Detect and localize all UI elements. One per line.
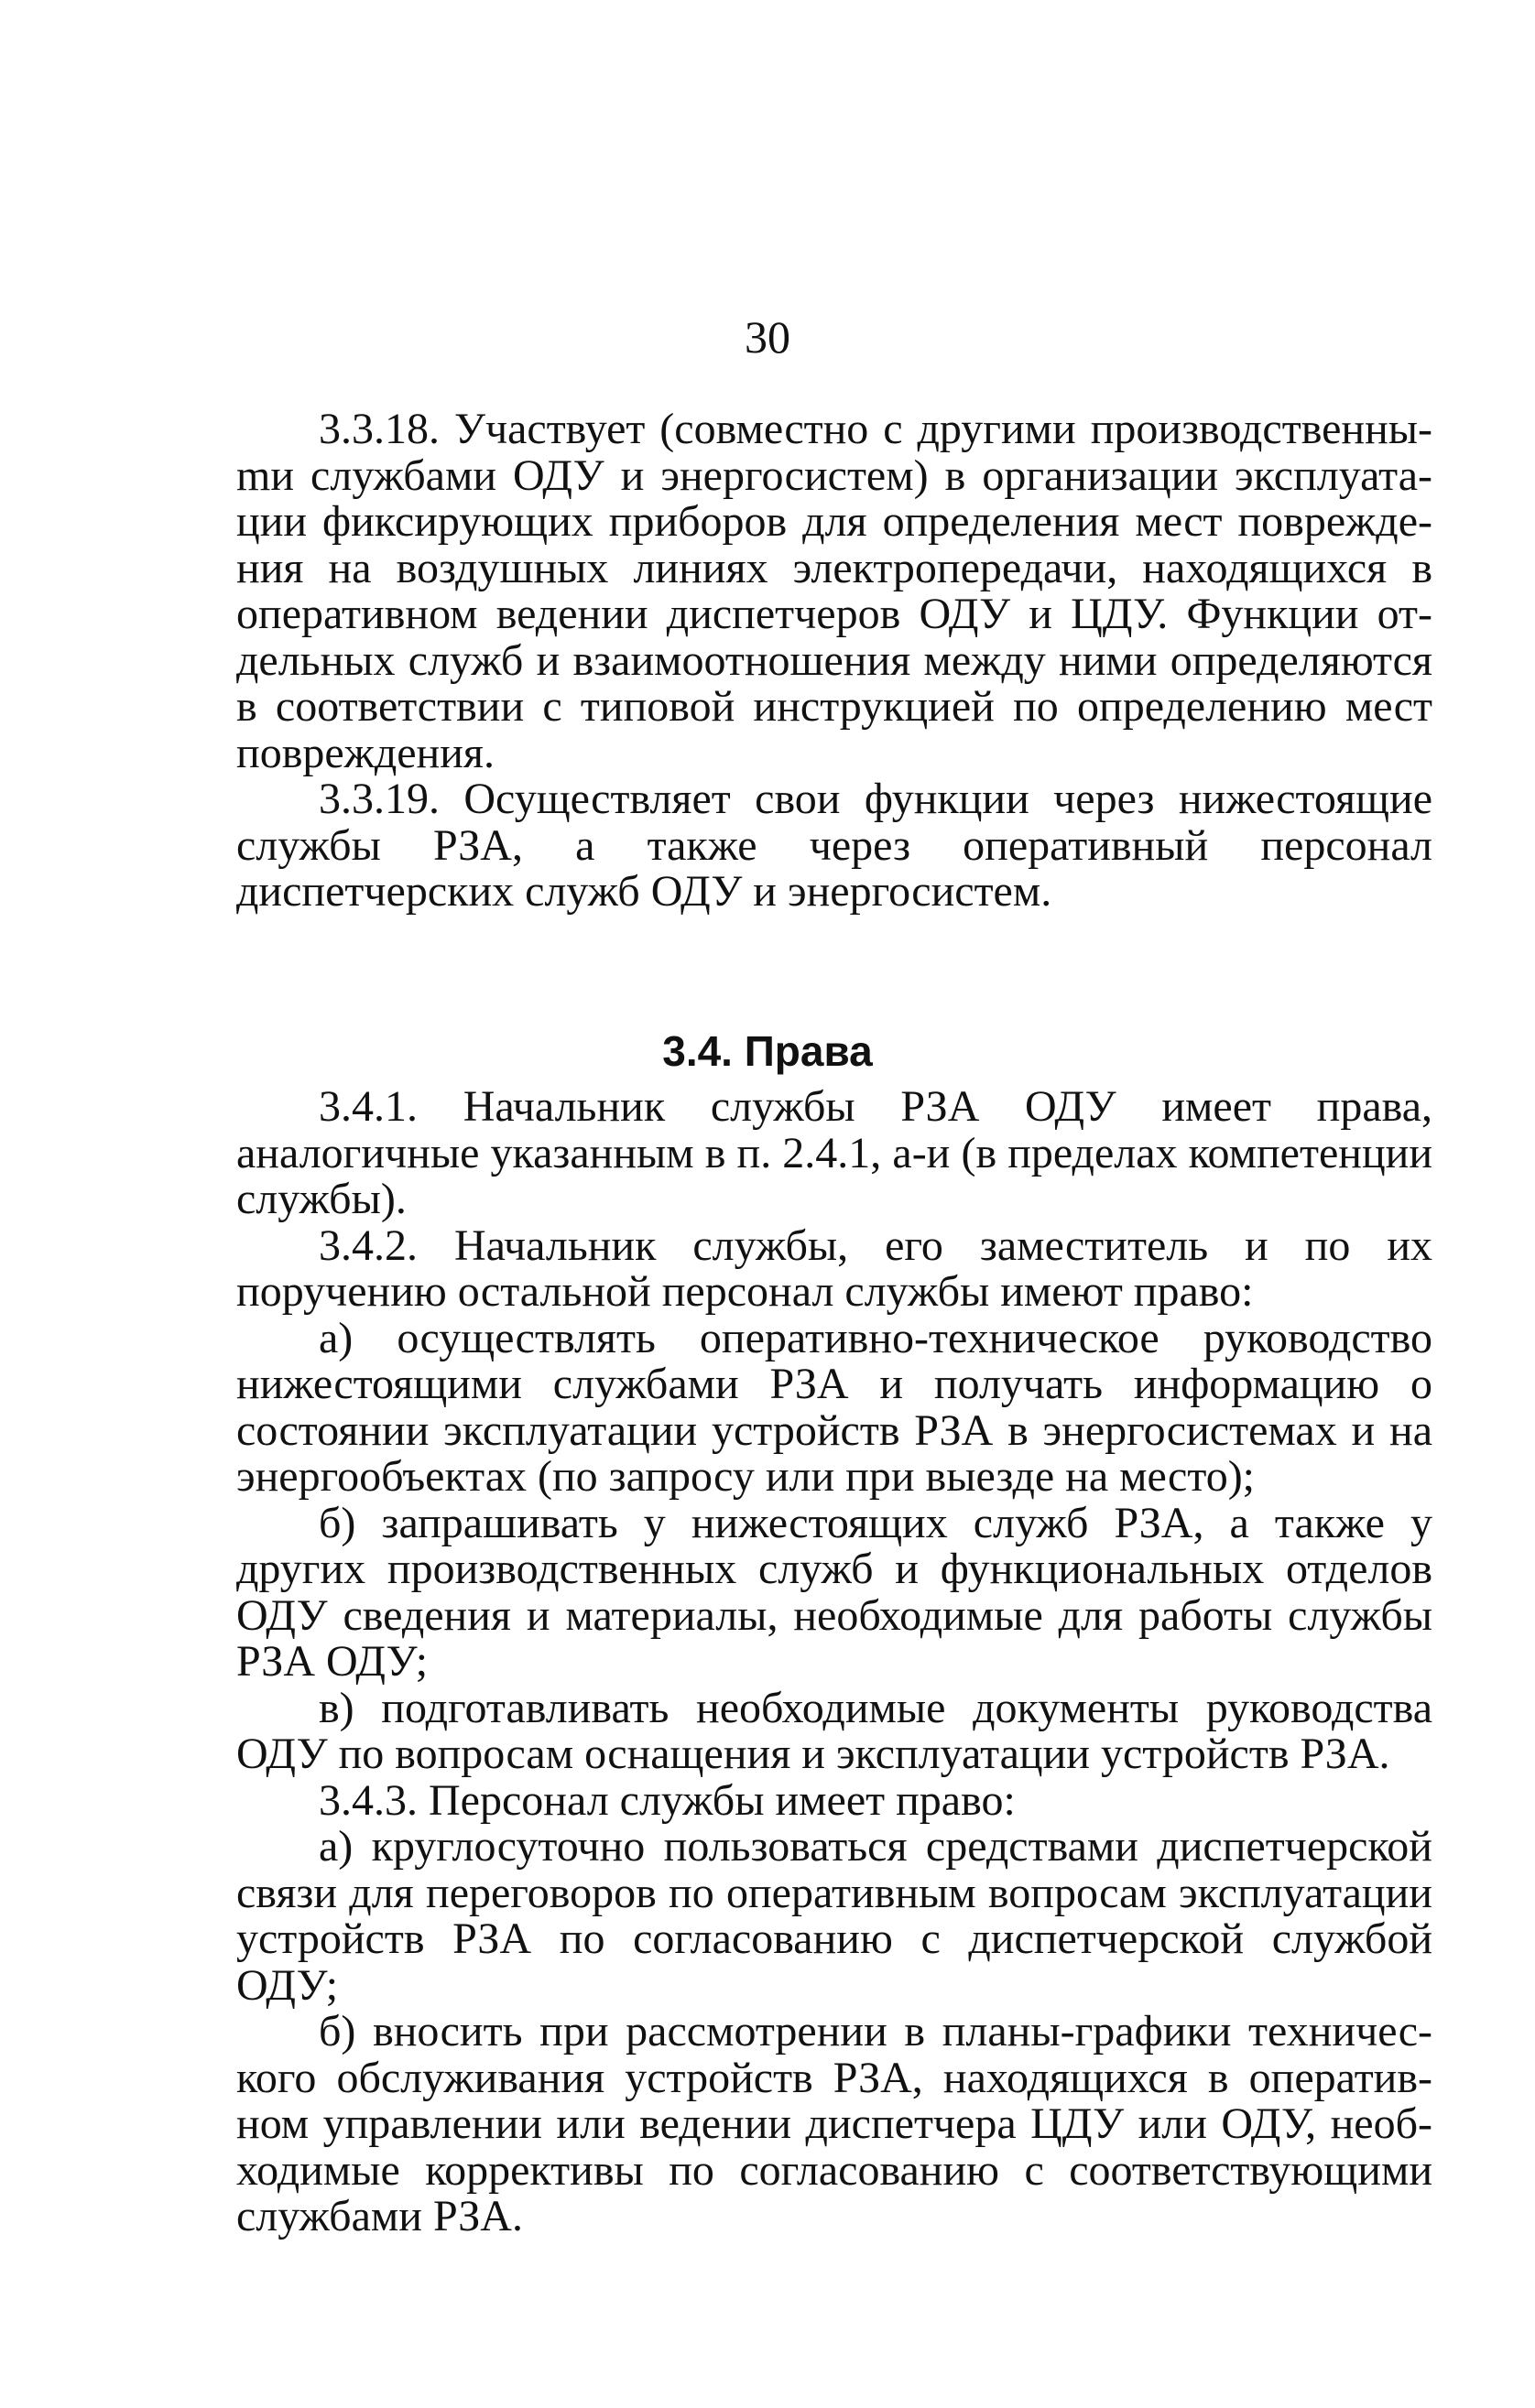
paragraph-3-4-2-b: б) запрашивать у нижестоящих служб РЗА, а также у других производственных служб и функциональных отделов ОДУ сведения и материалы, необходимые для работы службы РЗА ОДУ; (236, 1498, 1432, 1686)
paragraph-3-4-2-v: в) подготавливать необходимые документы руководства ОДУ по вопросам оснащения и эксплуатации устройств РЗА. (236, 1683, 1432, 1778)
paragraph-3-3-19: 3.3.19. Осуществляет свои функции через нижестоящие службы РЗА, а также через оперативный персонал диспетчерских служб ОДУ и энергосистем. (236, 775, 1432, 916)
paragraph-3-4-3-b: б) вносить при рассмотрении в планы-графики технического обслуживания устройств РЗА, находящихся в оперативном управлении или ведении диспетчера ЦДУ или ОДУ, необходимые коррективы по согласованию с соответствующими службами РЗА. (236, 2007, 1432, 2240)
paragraph-3-4-1: 3.4.1. Начальник службы РЗА ОДУ имеет права, аналогичные указанным в п. 2.4.1, а-и (в пределах компетенции службы). (236, 1082, 1432, 1223)
page-number: 30 (745, 311, 790, 363)
paragraph-3-4-3-a: а) круглосуточно пользоваться средствами диспетчерской связи для переговоров по оперативным вопросам эксплуатации устройств РЗА по согласованию с диспетчерской службой ОДУ; (236, 1822, 1432, 2010)
section-heading-3-4: 3.4. Права (662, 1027, 873, 1075)
paragraph-3-4-3: 3.4.3. Персонал службы имеет право: (319, 1775, 1016, 1825)
section-3-4-text (236, 1084, 1432, 2240)
paragraph-3-4-2: 3.4.2. Начальник службы, его заместитель и по их поручению остальной персонал службы имеют право: (236, 1220, 1432, 1316)
section-3-3-text (236, 407, 1432, 916)
paragraph-3-4-2-a: а) осуществлять оперативно-техническое руководство нижестоящими службами РЗА и получать информацию о состоянии эксплуатации устройств РЗА в энергосистемах и на энергообъектах (по запросу или при выезде на место); (236, 1313, 1432, 1501)
paragraph-3-3-18: 3.3.18. Участвует (совместно с другими производственныmи службами ОДУ и энергосистем) в организации эксплуатации фиксирующих приборов для определения мест повреждения на воздушных линиях электропередачи, находящихся в оперативном ведении диспетчеров ОДУ и ЦДУ. Функции отдельных служб и взаимоотношения между ними определяются в соответствии с типовой инструкцией по определению мест повреждения. (236, 405, 1432, 777)
